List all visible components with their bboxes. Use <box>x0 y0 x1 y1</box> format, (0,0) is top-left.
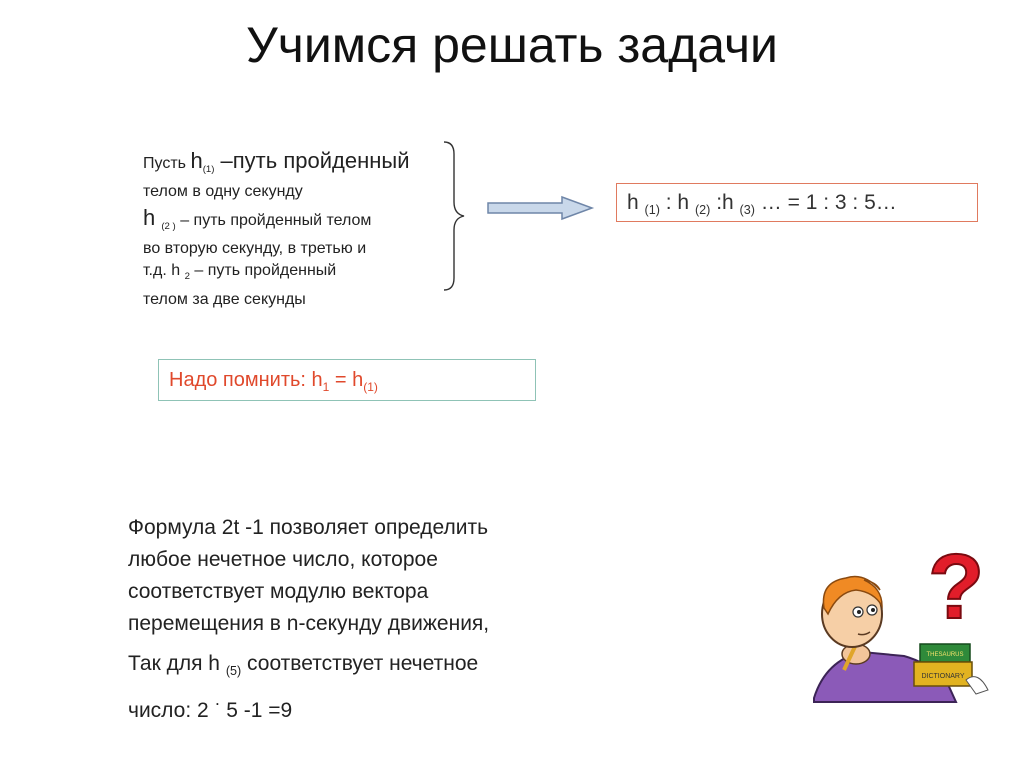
given-line-3: h $_{(2 )}$ – путь пройденный телом <box>143 205 372 233</box>
thinking-boy-illustration <box>806 530 996 712</box>
example-paragraph <box>128 648 588 727</box>
right-arrow-icon <box>486 195 596 221</box>
given-line-4: во вторую секунду, в третью и <box>143 240 367 258</box>
curly-brace <box>440 140 470 292</box>
question-mark-icon: ? <box>928 536 985 638</box>
formula-line-4: перемещения в n-секунду движения, <box>128 612 490 635</box>
ratio-box: h $_{(1)}$ : h $_{(2)}$ :h $_{(3)}$ … = 1 : 3 : 5… <box>616 183 978 222</box>
given-line-5: т.д. h $_2$ – путь пройденный <box>143 262 337 283</box>
page-title: Учимся решать задачи <box>246 17 778 73</box>
dictionary-label: DICTIONARY <box>921 673 965 680</box>
given-definitions <box>143 150 443 311</box>
formula-line-2: любое нечетное число, которое <box>128 548 438 571</box>
remember-box: Надо помнить: $h_1 = h_{(1)}$ <box>158 359 536 401</box>
example-line-2: число: 2 · 5 -1 =9 <box>128 693 293 723</box>
given-line-6: телом за две секунды <box>143 290 306 308</box>
formula-line-3: соответствует модулю вектора <box>128 580 429 603</box>
example-line-1: Так для h $_{(5)}$ соответствует нечетное <box>128 652 479 679</box>
formula-paragraph <box>128 512 588 640</box>
given-line-2: телом в одну секунду <box>143 183 303 201</box>
given-line-1: Пусть $h_{(1)}$ –путь пройденный <box>143 148 410 176</box>
thesaurus-label: THESAURUS <box>926 652 964 658</box>
formula-line-1: Формула 2t -1 позволяет определить <box>128 516 489 539</box>
